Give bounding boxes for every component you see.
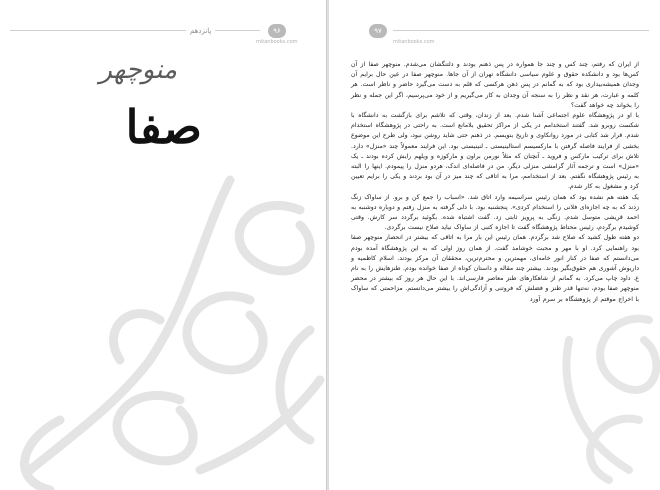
paragraph: از ایران که رفتم، چند کس و چند جا همواره در پس ذهنم بودند و دلتنگشان می‌شدم. منوچهر صفا از آن کس‌ها بود و دانشکده حقوق و علوم سیاسی دانشگاه تهران از آن جاها. منوچهر صفا در عین حال برایم آن وجدان همیشه‌بیداری بود که به گمانم در پس ذهن هرکسی که قلم به دست می‌گیرد حاضر و ناظر است. هر کلمه و عبارت، هر نقد و نظر را به سنجه آن وجدان به کار می‌گیریم و از خود می‌پرسیم، اگر این جمله و نظر را بخواند چه خواهد گفت؟ <box>351 61 639 109</box>
paragraph: دو هفته طول کشید که صلاح شد برگردم. همان رئیس این بار مرا به اتاقی که بیشتر در انحصار منوچهر صفا بود راهنمایی کرد. او با مهر و محبت خوشامد گفت. از همان روز اولی که به این پژوهشگاه آمده بودم می‌دانستم که صفا در کنار انور خامه‌ای، مهمترین و محترم‌ترین، محققان آن مرکز بودند. اسلام کاظمیه و داریوش آشوری هم حقوق‌بگیر بودند. بیشتر چند مقاله و داستان کوتاه از صفا خوانده بودم. طنزهایش را به نام ع. داود چاپ می‌کرد. به گمانم از شاهکارهای طنز معاصر فارسی‌اند. با این حال هر روز که بیشتر در محضر منوچهر صفا بودم، نه‌تنها قدر طنز و فضلش که فروتنی و آزادگی‌اش را بیشتر می‌دانستم. مزاحمتی که ساواک با اخراج موقتم از پژوهشگاه بر سرم آورد <box>351 234 639 303</box>
paragraph: با او در پژوهشگاه علوم اجتماعی آشنا شدم. بعد از زندان، وقتی که تلاشم برای بازگشت به دانشگاه با شکست روبرو شد. گفتند استخدامم در یکی از مراکز تحقیق بلامانع است. به راحتی در پژوهشگاه استخدام شدم. قرار شد کتابی در مورد روانکاوی و تاریخ بنویسم. در ذهنم حتی شاید روشن نبود، ولی طرح این موضوع بخشی از فرایند فاصله گرفتن با مارکسیسم استالینیستی ـ لنینیستی بود. این فرایند معمولاً چند «منزل» دارد. تلاش برای ترکیب مارکس و فروید ـ آنچنان که مثلاً نورمن براون و مارکوزه و ویلهم رایش کرده بودند ـ یک «منزل» است و ترجمه آثار گرامشی منزلی دیگر. من در فاصله‌ای اندک، هردو منزل را پیمودم. اینها را البته به رئیس پژوهشگاه نگفتم. بعد از استخدامم، مرا به اتاقی که چند میز در آن بود بردند و یکی را برایم تعیین کرد و مشغول به کار شدم. <box>351 112 639 191</box>
site-url: mitanbooks.com <box>256 39 298 45</box>
left-page-header <box>10 24 310 45</box>
paragraph: یک هفته هم نشده بود که همان رئیس سراسیمه وارد اتاق شد. «اسباب را جمع کن و برو. از ساواک زنگ زدند که به چه اجازه‌ای فلانی را استخدام کردی». پنجشنبه بود. با دلی گرفته به منزل رفتم و دوباره دوشنبه به احمد قریشی متوسل شدم. زنگی به پرویز ثابتی زد. گفت اشتباه شده. بگوئید برگردد سر کارش. وقتی کوشیدم برگردم، رئیس محتاط پژوهشگاه گفت تا اجازه کتبی از ساواک نیاید صلاح نیست برگردی. <box>351 193 639 232</box>
chapter-label: پانزدهم <box>186 27 215 35</box>
site-url: mitanbooks.com <box>393 39 435 45</box>
header-rule <box>10 30 260 31</box>
title-last-name: صفا <box>125 100 202 154</box>
body-text <box>351 60 639 305</box>
left-page <box>0 0 327 490</box>
title-first-name: منوچهر <box>99 55 177 85</box>
calligraphy-watermark <box>549 300 660 490</box>
header-rule <box>393 30 649 31</box>
right-page-header <box>349 24 649 45</box>
page-number: ۹۷ <box>369 24 387 38</box>
right-page <box>329 0 660 490</box>
page-number: ۹۶ <box>268 24 286 38</box>
